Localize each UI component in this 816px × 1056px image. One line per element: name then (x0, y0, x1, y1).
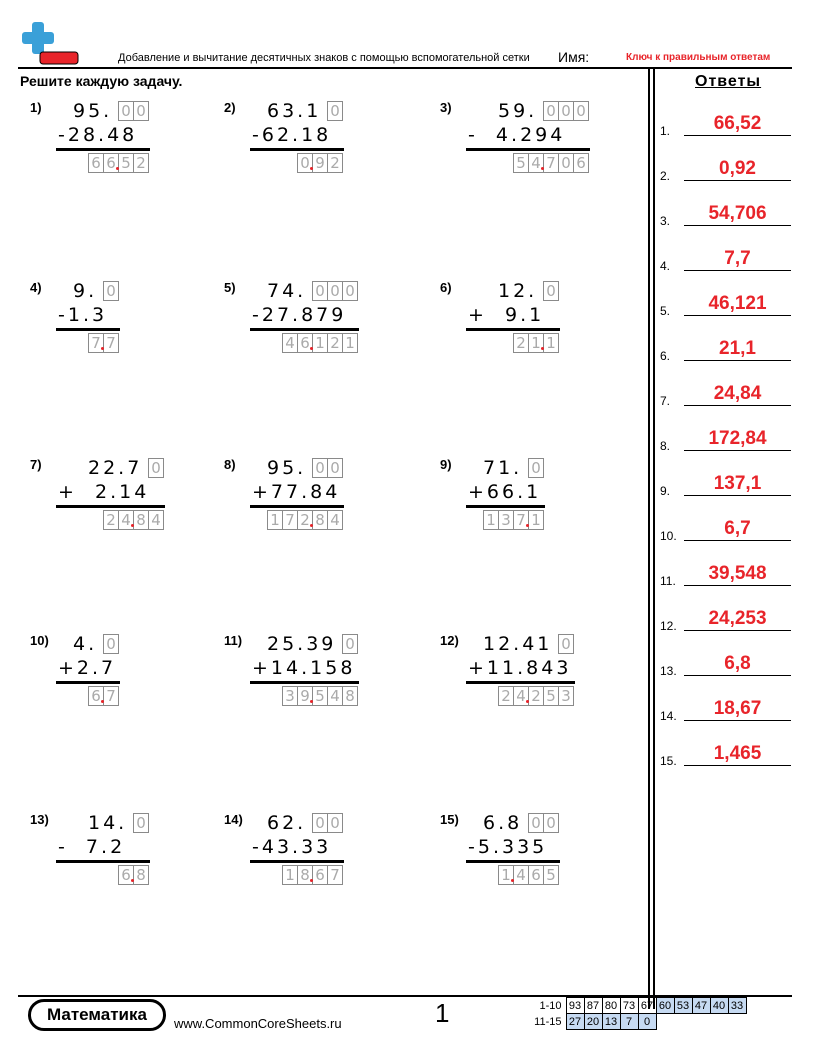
bottom-operand: +14.158 (252, 657, 356, 679)
answer-line (684, 315, 791, 316)
problem (30, 280, 180, 380)
problem-number: 8) (224, 457, 236, 472)
problem-number: 3) (440, 100, 452, 115)
answer-row (660, 699, 795, 723)
decimal-point-marker (526, 700, 529, 703)
result-digit-box: 2 (103, 510, 119, 530)
score-cell: 67 (638, 998, 656, 1014)
score-cell: 7 (620, 1014, 638, 1030)
score-cell: 13 (602, 1014, 620, 1030)
sum-line (466, 681, 575, 684)
answer-value: 46,121 (708, 293, 767, 314)
result-digit-box: 1 (528, 333, 544, 353)
result-digit-box: 1 (528, 510, 544, 530)
answer-line (684, 135, 791, 136)
result-digit-box: 5 (312, 686, 328, 706)
decimal-point-marker (101, 347, 104, 350)
problem-number: 5) (224, 280, 236, 295)
sum-line (250, 148, 344, 151)
padding-zero-box: 0 (558, 634, 574, 654)
bottom-operand: -43.33 (252, 836, 332, 858)
answer-line (684, 405, 791, 406)
sum-line (56, 148, 150, 151)
answer-number: 10. (660, 529, 677, 543)
answer-line (684, 765, 791, 766)
worksheet-title: Добавление и вычитание десятичных знаков с помощью вспомогательной сетки (118, 52, 530, 64)
problem-number: 14) (224, 812, 243, 827)
answer-value: 66,52 (713, 113, 762, 134)
result-digit-box: 6 (312, 865, 328, 885)
top-operand: 22.7 (88, 457, 143, 479)
score-cell: 20 (584, 1014, 602, 1030)
decimal-point-marker (116, 167, 119, 170)
score-cell: 87 (584, 998, 602, 1014)
sum-line (466, 505, 545, 508)
result-digit-box: 6 (88, 153, 104, 173)
answer-value: 1,465 (713, 743, 762, 764)
answers-title: Ответы (695, 73, 762, 90)
answer-value: 6,7 (724, 518, 751, 539)
result-digit-box: 6 (573, 153, 589, 173)
bottom-operand: +66.1 (468, 481, 542, 503)
result-digit-box: 7 (513, 510, 529, 530)
result-digit-box: 2 (528, 686, 544, 706)
sum-line (56, 328, 120, 331)
bottom-operand: -27.879 (252, 304, 347, 326)
result-digit-box: 1 (267, 510, 283, 530)
padding-zero-box: 0 (528, 813, 544, 833)
top-operand: 95. (267, 457, 307, 479)
problem-number: 15) (440, 812, 459, 827)
padding-zero-box: 0 (573, 101, 589, 121)
top-operand: 95. (73, 100, 113, 122)
result-digit-box: 7 (327, 865, 343, 885)
top-operand: 6.8 (483, 812, 523, 834)
answer-row (660, 429, 795, 453)
score-cell: 47 (692, 998, 710, 1014)
answer-value: 172,84 (708, 428, 767, 449)
score-cell: 60 (656, 998, 674, 1014)
answer-line (684, 585, 791, 586)
result-digit-box: 3 (282, 686, 298, 706)
result-digit-box: 2 (513, 333, 529, 353)
sum-line (466, 148, 590, 151)
answer-number: 15. (660, 754, 677, 768)
logo-icon (22, 22, 80, 68)
result-digit-box: 9 (312, 153, 328, 173)
result-digit-box: 7 (88, 333, 104, 353)
score-cell: 73 (620, 998, 638, 1014)
result-digit-box: 6 (88, 686, 104, 706)
answer-line (684, 675, 791, 676)
result-digit-box: 4 (327, 686, 343, 706)
bottom-operand: -1.3 (58, 304, 108, 326)
decimal-point-marker (310, 347, 313, 350)
bottom-operand: - 7.2 (58, 836, 126, 858)
answer-number: 4. (660, 259, 671, 273)
result-digit-box: 2 (327, 153, 343, 173)
result-digit-box: 8 (133, 510, 149, 530)
problem (224, 457, 374, 557)
score-row-label: 11-15 (534, 1015, 562, 1028)
problem-number: 9) (440, 457, 452, 472)
result-digit-box: 4 (282, 333, 298, 353)
answer-number: 13. (660, 664, 677, 678)
answer-row (660, 564, 795, 588)
padding-zero-box: 0 (103, 634, 119, 654)
padding-zero-box: 0 (148, 458, 164, 478)
top-operand: 59. (498, 100, 538, 122)
padding-zero-box: 0 (543, 281, 559, 301)
answer-row (660, 744, 795, 768)
result-digit-box: 6 (118, 865, 134, 885)
answer-line (684, 180, 791, 181)
score-cell: 93 (566, 998, 584, 1014)
result-digit-box: 8 (297, 865, 313, 885)
answer-line (684, 450, 791, 451)
padding-zero-box: 0 (342, 634, 358, 654)
result-digit-box: 7 (282, 510, 298, 530)
answer-row (660, 159, 795, 183)
result-digit-box: 4 (327, 510, 343, 530)
decimal-point-marker (310, 879, 313, 882)
problem (30, 812, 180, 912)
sum-line (466, 328, 560, 331)
problem-number: 2) (224, 100, 236, 115)
bottom-operand: + 9.1 (468, 304, 545, 326)
problem-number: 11) (224, 633, 243, 648)
problem-number: 7) (30, 457, 42, 472)
answer-line (684, 225, 791, 226)
score-cell: 53 (674, 998, 692, 1014)
result-digit-box: 5 (543, 686, 559, 706)
padding-zero-box: 0 (558, 101, 574, 121)
result-digit-box: 8 (342, 686, 358, 706)
padding-zero-box: 0 (543, 813, 559, 833)
padding-zero-box: 0 (327, 813, 343, 833)
bottom-operand: - 4.294 (468, 124, 566, 146)
result-digit-box: 1 (282, 865, 298, 885)
answer-value: 24,84 (713, 383, 762, 404)
result-digit-box: 7 (103, 686, 119, 706)
sum-line (56, 860, 150, 863)
decimal-point-marker (526, 524, 529, 527)
top-operand: 12.41 (483, 633, 553, 655)
bottom-operand: + 2.14 (58, 481, 150, 503)
answer-line (684, 360, 791, 361)
result-digit-box: 8 (312, 510, 328, 530)
score-table (528, 997, 747, 1030)
result-digit-box: 8 (133, 865, 149, 885)
decimal-point-marker (131, 524, 134, 527)
problem (224, 100, 374, 200)
answer-line (684, 720, 791, 721)
column-divider (648, 69, 650, 1009)
top-operand: 74. (267, 280, 307, 302)
instructions: Решите каждую задачу. (20, 73, 183, 89)
header-divider (18, 67, 792, 69)
site-url: www.CommonCoreSheets.ru (174, 1016, 342, 1031)
answer-line (684, 495, 791, 496)
top-operand: 12. (498, 280, 538, 302)
answer-number: 14. (660, 709, 677, 723)
result-digit-box: 9 (297, 686, 313, 706)
bottom-operand: -28.48 (58, 124, 138, 146)
decimal-point-marker (310, 167, 313, 170)
answer-number: 12. (660, 619, 677, 633)
bottom-operand: +77.84 (252, 481, 341, 503)
sum-line (250, 860, 344, 863)
problem-number: 1) (30, 100, 42, 115)
answer-number: 1. (660, 124, 671, 138)
result-digit-box: 1 (543, 333, 559, 353)
answer-value: 39,548 (708, 563, 767, 584)
score-cell: 80 (602, 998, 620, 1014)
problem-number: 6) (440, 280, 452, 295)
answer-value: 6,8 (724, 653, 751, 674)
score-cell: 33 (728, 998, 746, 1014)
result-digit-box: 3 (498, 510, 514, 530)
padding-zero-box: 0 (342, 281, 358, 301)
padding-zero-box: 0 (327, 101, 343, 121)
problem (30, 100, 180, 200)
problem (440, 812, 590, 912)
answer-value: 24,253 (708, 608, 767, 629)
sum-line (466, 860, 560, 863)
result-digit-box: 5 (543, 865, 559, 885)
answer-row (660, 204, 795, 228)
problem (440, 457, 590, 557)
problem-number: 13) (30, 812, 49, 827)
score-cell: 40 (710, 998, 728, 1014)
result-digit-box: 2 (327, 333, 343, 353)
problem-number: 4) (30, 280, 42, 295)
problem-number: 10) (30, 633, 49, 648)
result-digit-box: 5 (513, 153, 529, 173)
answer-number: 7. (660, 394, 671, 408)
problem (224, 280, 374, 380)
top-operand: 25.39 (267, 633, 337, 655)
sum-line (56, 681, 120, 684)
result-digit-box: 1 (342, 333, 358, 353)
result-digit-box: 1 (498, 865, 514, 885)
answer-value: 18,67 (713, 698, 762, 719)
padding-zero-box: 0 (312, 458, 328, 478)
result-digit-box: 6 (297, 333, 313, 353)
result-digit-box: 2 (133, 153, 149, 173)
answer-row (660, 294, 795, 318)
padding-zero-box: 0 (133, 101, 149, 121)
brand-badge: Математика (28, 999, 166, 1031)
padding-zero-box: 0 (133, 813, 149, 833)
result-digit-box: 1 (312, 333, 328, 353)
top-operand: 63.1 (267, 100, 322, 122)
answer-line (684, 630, 791, 631)
problem (30, 633, 180, 733)
top-operand: 14. (88, 812, 128, 834)
result-digit-box: 0 (558, 153, 574, 173)
problem (224, 812, 374, 912)
answer-row (660, 474, 795, 498)
top-operand: 71. (483, 457, 523, 479)
result-digit-box: 4 (148, 510, 164, 530)
page-number: 1 (435, 998, 450, 1028)
bottom-operand: +11.843 (468, 657, 572, 679)
result-digit-box: 7 (543, 153, 559, 173)
score-row-label: 1-10 (539, 999, 562, 1012)
bottom-operand: -62.18 (252, 124, 332, 146)
result-digit-box: 4 (513, 865, 529, 885)
result-digit-box: 4 (513, 686, 529, 706)
answer-row (660, 519, 795, 543)
answer-value: 21,1 (719, 338, 756, 359)
score-cell: 27 (566, 1014, 584, 1030)
padding-zero-box: 0 (543, 101, 559, 121)
answer-number: 11. (660, 574, 676, 588)
result-digit-box: 0 (297, 153, 313, 173)
problem (224, 633, 374, 733)
answer-value: 137,1 (713, 473, 762, 494)
problem (30, 457, 180, 557)
answer-row (660, 384, 795, 408)
top-operand: 4. (73, 633, 98, 655)
score-cell: 0 (638, 1014, 656, 1030)
problem (440, 100, 590, 200)
bottom-operand: -5.335 (468, 836, 548, 858)
result-digit-box: 7 (103, 333, 119, 353)
top-operand: 9. (73, 280, 98, 302)
answer-number: 9. (660, 484, 671, 498)
answer-number: 5. (660, 304, 671, 318)
padding-zero-box: 0 (528, 458, 544, 478)
answer-value: 54,706 (708, 203, 767, 224)
result-digit-box: 1 (483, 510, 499, 530)
padding-zero-box: 0 (312, 281, 328, 301)
answer-number: 8. (660, 439, 671, 453)
answer-number: 6. (660, 349, 671, 363)
decimal-point-marker (101, 700, 104, 703)
bottom-operand: +2.7 (58, 657, 117, 679)
result-digit-box: 5 (118, 153, 134, 173)
answer-number: 3. (660, 214, 671, 228)
answer-value: 0,92 (719, 158, 756, 179)
decimal-point-marker (310, 524, 313, 527)
answer-number: 2. (660, 169, 671, 183)
padding-zero-box: 0 (103, 281, 119, 301)
problem-number: 12) (440, 633, 459, 648)
answer-line (684, 540, 791, 541)
decimal-point-marker (131, 879, 134, 882)
problem (440, 280, 590, 380)
answer-line (684, 270, 791, 271)
answer-value: 7,7 (724, 248, 751, 269)
answer-row (660, 339, 795, 363)
result-digit-box: 2 (498, 686, 514, 706)
sum-line (56, 505, 165, 508)
result-digit-box: 6 (528, 865, 544, 885)
answer-row (660, 249, 795, 273)
answer-key-label: Ключ к правильным ответам (626, 52, 771, 63)
sum-line (250, 328, 359, 331)
padding-zero-box: 0 (312, 813, 328, 833)
result-digit-box: 6 (103, 153, 119, 173)
sum-line (250, 681, 359, 684)
decimal-point-marker (310, 700, 313, 703)
result-digit-box: 4 (528, 153, 544, 173)
padding-zero-box: 0 (327, 458, 343, 478)
result-digit-box: 4 (118, 510, 134, 530)
problem (440, 633, 590, 733)
answer-row (660, 654, 795, 678)
padding-zero-box: 0 (118, 101, 134, 121)
top-operand: 62. (267, 812, 307, 834)
decimal-point-marker (511, 879, 514, 882)
answer-row (660, 609, 795, 633)
result-digit-box: 2 (297, 510, 313, 530)
decimal-point-marker (541, 347, 544, 350)
answer-row (660, 114, 795, 138)
name-label: Имя: (558, 49, 590, 65)
column-divider (653, 69, 655, 1009)
padding-zero-box: 0 (327, 281, 343, 301)
result-digit-box: 3 (558, 686, 574, 706)
sum-line (250, 505, 344, 508)
decimal-point-marker (541, 167, 544, 170)
